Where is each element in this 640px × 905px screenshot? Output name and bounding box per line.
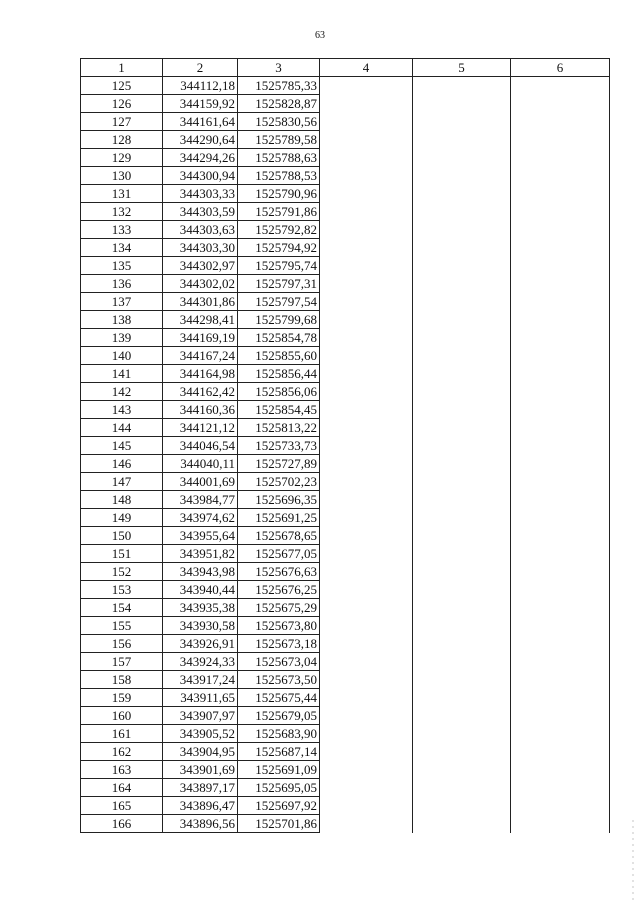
point-number-cell: 152 xyxy=(81,563,163,581)
x-coordinate-cell: 344001,69 xyxy=(163,473,238,491)
y-coordinate-cell: 1525701,86 xyxy=(238,815,320,833)
point-number-cell: 148 xyxy=(81,491,163,509)
point-number-cell: 142 xyxy=(81,383,163,401)
y-coordinate-cell: 1525790,96 xyxy=(238,185,320,203)
x-coordinate-cell: 343897,17 xyxy=(163,779,238,797)
x-coordinate-cell: 343951,82 xyxy=(163,545,238,563)
x-coordinate-cell: 344298,41 xyxy=(163,311,238,329)
point-number-cell: 157 xyxy=(81,653,163,671)
x-coordinate-cell: 344290,64 xyxy=(163,131,238,149)
point-number-cell: 126 xyxy=(81,95,163,113)
point-number-cell: 156 xyxy=(81,635,163,653)
y-coordinate-cell: 1525789,58 xyxy=(238,131,320,149)
y-coordinate-cell: 1525676,63 xyxy=(238,563,320,581)
x-coordinate-cell: 343905,52 xyxy=(163,725,238,743)
y-coordinate-cell: 1525702,23 xyxy=(238,473,320,491)
table-body xyxy=(81,77,610,833)
scan-edge-marks xyxy=(632,820,634,900)
y-coordinate-cell: 1525797,31 xyxy=(238,275,320,293)
x-coordinate-cell: 343904,95 xyxy=(163,743,238,761)
point-number-cell: 137 xyxy=(81,293,163,311)
column-4-blank-cell xyxy=(320,77,413,833)
y-coordinate-cell: 1525856,06 xyxy=(238,383,320,401)
column-5-blank-cell xyxy=(413,77,511,833)
point-number-cell: 164 xyxy=(81,779,163,797)
y-coordinate-cell: 1525828,87 xyxy=(238,95,320,113)
header-cell-column-4: 4 xyxy=(320,59,413,77)
header-cell-column-6: 6 xyxy=(511,59,610,77)
y-coordinate-cell: 1525691,09 xyxy=(238,761,320,779)
y-coordinate-cell: 1525856,44 xyxy=(238,365,320,383)
x-coordinate-cell: 344302,02 xyxy=(163,275,238,293)
y-coordinate-cell: 1525687,14 xyxy=(238,743,320,761)
x-coordinate-cell: 344161,64 xyxy=(163,113,238,131)
point-number-cell: 153 xyxy=(81,581,163,599)
x-coordinate-cell: 343943,98 xyxy=(163,563,238,581)
table-row xyxy=(81,77,610,95)
y-coordinate-cell: 1525785,33 xyxy=(238,77,320,95)
x-coordinate-cell: 344301,86 xyxy=(163,293,238,311)
x-coordinate-cell: 343935,38 xyxy=(163,599,238,617)
x-coordinate-cell: 344160,36 xyxy=(163,401,238,419)
point-number-cell: 134 xyxy=(81,239,163,257)
point-number-cell: 146 xyxy=(81,455,163,473)
header-cell-point-number: 1 xyxy=(81,59,163,77)
point-number-cell: 158 xyxy=(81,671,163,689)
x-coordinate-cell: 344169,19 xyxy=(163,329,238,347)
x-coordinate-cell: 344112,18 xyxy=(163,77,238,95)
x-coordinate-cell: 343924,33 xyxy=(163,653,238,671)
point-number-cell: 132 xyxy=(81,203,163,221)
y-coordinate-cell: 1525676,25 xyxy=(238,581,320,599)
x-coordinate-cell: 343896,47 xyxy=(163,797,238,815)
x-coordinate-cell: 344046,54 xyxy=(163,437,238,455)
coordinates-table xyxy=(80,58,610,833)
x-coordinate-cell: 344294,26 xyxy=(163,149,238,167)
table-header xyxy=(81,59,610,77)
y-coordinate-cell: 1525854,45 xyxy=(238,401,320,419)
point-number-cell: 127 xyxy=(81,113,163,131)
point-number-cell: 138 xyxy=(81,311,163,329)
y-coordinate-cell: 1525855,60 xyxy=(238,347,320,365)
y-coordinate-cell: 1525677,05 xyxy=(238,545,320,563)
y-coordinate-cell: 1525675,29 xyxy=(238,599,320,617)
y-coordinate-cell: 1525679,05 xyxy=(238,707,320,725)
y-coordinate-cell: 1525795,74 xyxy=(238,257,320,275)
y-coordinate-cell: 1525727,89 xyxy=(238,455,320,473)
header-cell-x-coordinate: 2 xyxy=(163,59,238,77)
x-coordinate-cell: 343955,64 xyxy=(163,527,238,545)
y-coordinate-cell: 1525813,22 xyxy=(238,419,320,437)
x-coordinate-cell: 344303,33 xyxy=(163,185,238,203)
y-coordinate-cell: 1525797,54 xyxy=(238,293,320,311)
y-coordinate-cell: 1525791,86 xyxy=(238,203,320,221)
y-coordinate-cell: 1525675,44 xyxy=(238,689,320,707)
point-number-cell: 150 xyxy=(81,527,163,545)
x-coordinate-cell: 343917,24 xyxy=(163,671,238,689)
header-cell-y-coordinate: 3 xyxy=(238,59,320,77)
point-number-cell: 145 xyxy=(81,437,163,455)
x-coordinate-cell: 343930,58 xyxy=(163,617,238,635)
point-number-cell: 136 xyxy=(81,275,163,293)
y-coordinate-cell: 1525792,82 xyxy=(238,221,320,239)
y-coordinate-cell: 1525673,18 xyxy=(238,635,320,653)
x-coordinate-cell: 343974,62 xyxy=(163,509,238,527)
point-number-cell: 163 xyxy=(81,761,163,779)
x-coordinate-cell: 344040,11 xyxy=(163,455,238,473)
point-number-cell: 159 xyxy=(81,689,163,707)
point-number-cell: 161 xyxy=(81,725,163,743)
y-coordinate-cell: 1525854,78 xyxy=(238,329,320,347)
point-number-cell: 165 xyxy=(81,797,163,815)
x-coordinate-cell: 344300,94 xyxy=(163,167,238,185)
point-number-cell: 140 xyxy=(81,347,163,365)
point-number-cell: 166 xyxy=(81,815,163,833)
y-coordinate-cell: 1525673,80 xyxy=(238,617,320,635)
point-number-cell: 154 xyxy=(81,599,163,617)
x-coordinate-cell: 344303,59 xyxy=(163,203,238,221)
point-number-cell: 162 xyxy=(81,743,163,761)
x-coordinate-cell: 343907,97 xyxy=(163,707,238,725)
point-number-cell: 155 xyxy=(81,617,163,635)
point-number-cell: 129 xyxy=(81,149,163,167)
y-coordinate-cell: 1525794,92 xyxy=(238,239,320,257)
x-coordinate-cell: 343984,77 xyxy=(163,491,238,509)
y-coordinate-cell: 1525696,35 xyxy=(238,491,320,509)
y-coordinate-cell: 1525697,92 xyxy=(238,797,320,815)
x-coordinate-cell: 344167,24 xyxy=(163,347,238,365)
point-number-cell: 128 xyxy=(81,131,163,149)
point-number-cell: 147 xyxy=(81,473,163,491)
x-coordinate-cell: 344159,92 xyxy=(163,95,238,113)
y-coordinate-cell: 1525673,04 xyxy=(238,653,320,671)
y-coordinate-cell: 1525678,65 xyxy=(238,527,320,545)
x-coordinate-cell: 344303,63 xyxy=(163,221,238,239)
x-coordinate-cell: 344303,30 xyxy=(163,239,238,257)
point-number-cell: 125 xyxy=(81,77,163,95)
point-number-cell: 135 xyxy=(81,257,163,275)
point-number-cell: 133 xyxy=(81,221,163,239)
x-coordinate-cell: 344121,12 xyxy=(163,419,238,437)
point-number-cell: 144 xyxy=(81,419,163,437)
y-coordinate-cell: 1525830,56 xyxy=(238,113,320,131)
x-coordinate-cell: 343901,69 xyxy=(163,761,238,779)
y-coordinate-cell: 1525788,63 xyxy=(238,149,320,167)
column-6-blank-cell xyxy=(511,77,610,833)
point-number-cell: 141 xyxy=(81,365,163,383)
y-coordinate-cell: 1525673,50 xyxy=(238,671,320,689)
y-coordinate-cell: 1525799,68 xyxy=(238,311,320,329)
x-coordinate-cell: 343911,65 xyxy=(163,689,238,707)
x-coordinate-cell: 344162,42 xyxy=(163,383,238,401)
point-number-cell: 131 xyxy=(81,185,163,203)
x-coordinate-cell: 344302,97 xyxy=(163,257,238,275)
y-coordinate-cell: 1525695,05 xyxy=(238,779,320,797)
point-number-cell: 130 xyxy=(81,167,163,185)
point-number-cell: 160 xyxy=(81,707,163,725)
point-number-cell: 139 xyxy=(81,329,163,347)
page-number: 63 xyxy=(315,30,325,41)
header-row xyxy=(81,59,610,77)
point-number-cell: 151 xyxy=(81,545,163,563)
x-coordinate-cell: 343896,56 xyxy=(163,815,238,833)
y-coordinate-cell: 1525733,73 xyxy=(238,437,320,455)
y-coordinate-cell: 1525691,25 xyxy=(238,509,320,527)
header-cell-column-5: 5 xyxy=(413,59,511,77)
point-number-cell: 143 xyxy=(81,401,163,419)
x-coordinate-cell: 343940,44 xyxy=(163,581,238,599)
point-number-cell: 149 xyxy=(81,509,163,527)
x-coordinate-cell: 344164,98 xyxy=(163,365,238,383)
y-coordinate-cell: 1525683,90 xyxy=(238,725,320,743)
x-coordinate-cell: 343926,91 xyxy=(163,635,238,653)
y-coordinate-cell: 1525788,53 xyxy=(238,167,320,185)
